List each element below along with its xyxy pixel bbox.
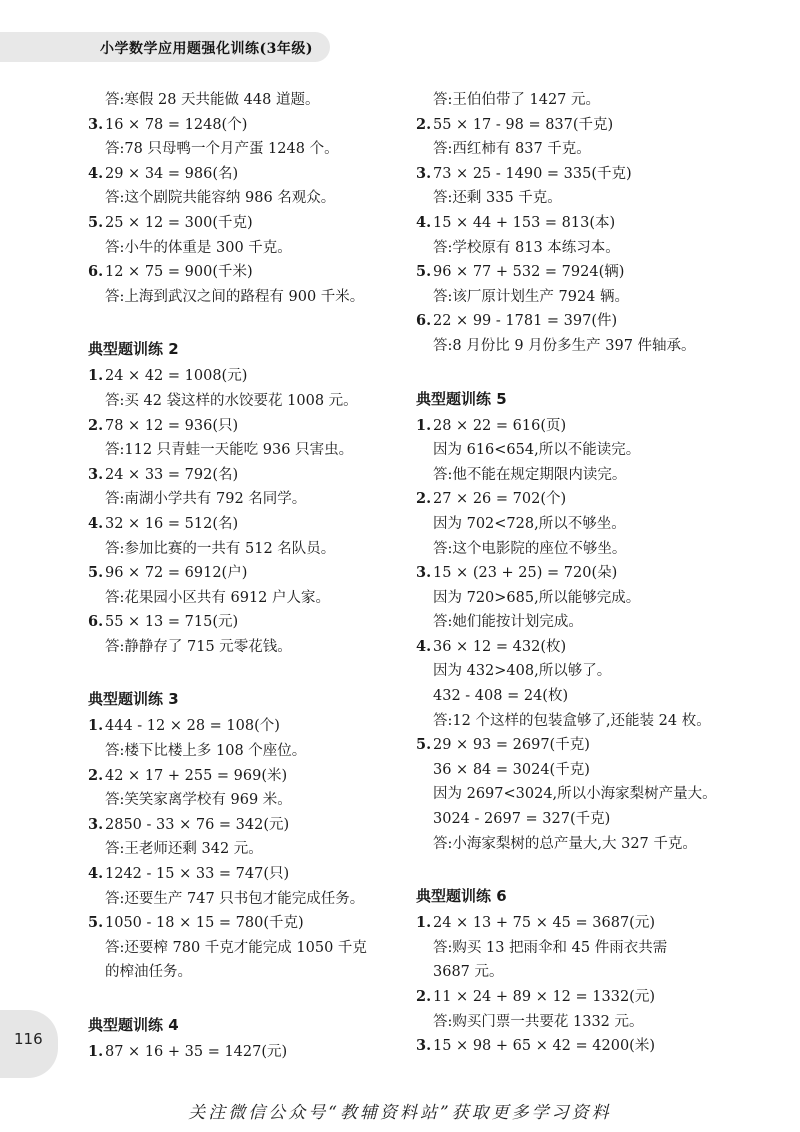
answer-line [88, 389, 408, 414]
line-text: 答:花果园小区共有 6912 户人家。 [105, 589, 331, 606]
problem-number: 1. [416, 416, 432, 434]
line-text: 73 × 25 - 1490 = 335(千克) [433, 165, 632, 182]
problem-equation [88, 463, 408, 488]
answer-line [416, 936, 736, 961]
problem-number: 6. [88, 613, 104, 631]
line-text: 87 × 16 + 35 = 1427(元) [105, 1044, 288, 1060]
section-heading: 典型题训练 3 [88, 690, 179, 709]
line-text: 24 × 33 = 792(名) [105, 466, 239, 483]
line-text: 16 × 78 = 1248(个) [105, 116, 248, 133]
problem-equation [416, 1034, 736, 1059]
line-text: 答:他不能在规定期限内读完。 [433, 466, 627, 483]
section-heading: 典型题训练 4 [88, 1016, 179, 1034]
problem-equation [416, 211, 736, 236]
problem-number: 2. [88, 766, 104, 784]
answer-line [416, 463, 736, 488]
answer-line [416, 960, 736, 985]
problem-equation [416, 487, 736, 512]
answer-line [416, 537, 736, 562]
problem-number: 3. [416, 1037, 432, 1055]
line-text: 42 × 17 + 255 = 969(米) [105, 767, 288, 784]
answer-line [88, 635, 408, 660]
line-text: 答:78 只母鸭一个月产蛋 1248 个。 [105, 141, 339, 158]
answer-line [88, 285, 408, 310]
answer-line [416, 586, 736, 611]
problem-number: 5. [416, 263, 432, 281]
line-text: 444 - 12 × 28 = 108(个) [105, 718, 280, 735]
line-text: 96 × 77 + 532 = 7924(辆) [433, 264, 625, 281]
line-text: 32 × 16 = 512(名) [105, 515, 239, 532]
problem-number: 2. [88, 416, 104, 434]
answer-line [88, 537, 408, 562]
line-text: 36 × 12 = 432(枚) [433, 638, 567, 655]
line-text: 因为 702<728,所以不够坐。 [433, 515, 626, 532]
problem-number: 3. [416, 164, 432, 182]
line-text: 答:学校原有 813 本练习本。 [433, 239, 620, 256]
answer-line [416, 807, 736, 832]
answer-line [88, 438, 408, 463]
line-text: 29 × 34 = 986(名) [105, 165, 239, 182]
problem-number: 4. [416, 213, 432, 231]
problem-number: 2. [416, 490, 432, 508]
answer-line [88, 186, 408, 211]
problem-equation [416, 162, 736, 187]
line-text: 答:上海到武汉之间的路程有 900 千米。 [105, 288, 365, 305]
problem-number: 4. [416, 637, 432, 655]
line-text: 2850 - 33 × 76 = 342(元) [105, 816, 290, 833]
problem-equation [416, 309, 736, 334]
answer-line [88, 88, 408, 113]
line-text: 因为 720>685,所以能够完成。 [433, 589, 641, 606]
answer-line [416, 512, 736, 537]
problem-number: 2. [416, 988, 432, 1005]
answer-line [416, 610, 736, 635]
line-text: 12 × 75 = 900(千米) [105, 264, 253, 281]
line-text: 36 × 84 = 3024(千克) [433, 761, 590, 778]
left-column [88, 88, 408, 1065]
answer-line [416, 709, 736, 734]
line-text: 55 × 17 - 98 = 837(千克) [433, 116, 614, 133]
problem-equation [416, 414, 736, 439]
problem-equation [416, 733, 736, 758]
line-text: 432 - 408 = 24(枚) [433, 688, 569, 705]
line-text: 答:楼下比楼上多 108 个座位。 [105, 743, 307, 760]
answer-line [416, 88, 736, 113]
problem-equation [88, 610, 408, 635]
line-text: 11 × 24 + 89 × 12 = 1332(元) [433, 989, 655, 1005]
line-text: 答:购买门票一共要花 1332 元。 [433, 1013, 644, 1030]
line-text: 因为 432>408,所以够了。 [433, 663, 612, 680]
problem-equation [416, 260, 736, 285]
problem-equation [88, 512, 408, 537]
line-text: 78 × 12 = 936(只) [105, 417, 239, 434]
answer-line [416, 684, 736, 709]
problem-equation [416, 635, 736, 660]
line-text: 答:笑笑家离学校有 969 米。 [105, 792, 292, 809]
line-text: 因为 616<654,所以不能读完。 [433, 442, 641, 459]
line-text: 答:王伯伯带了 1427 元。 [433, 92, 601, 108]
line-text: 答:小牛的体重是 300 千克。 [105, 239, 292, 256]
problem-number: 5. [88, 564, 104, 582]
line-text: 答:买 42 袋这样的水饺要花 1008 元。 [105, 392, 358, 409]
problem-equation [88, 813, 408, 838]
problem-number: 2. [416, 115, 432, 133]
answer-line [88, 487, 408, 512]
footer-note: 关注微信公众号“教辅资料站”获取更多学习资料 [188, 1103, 612, 1123]
problem-equation [416, 985, 736, 1010]
problem-number: 3. [88, 815, 104, 833]
problem-number: 1. [416, 914, 432, 932]
line-text: 答:参加比赛的一共有 512 名队员。 [105, 540, 336, 557]
section-heading: 典型题训练 6 [416, 887, 507, 906]
answer-line [88, 887, 408, 912]
problem-equation [88, 364, 408, 389]
problem-number: 4. [88, 164, 104, 182]
answer-line [88, 837, 408, 862]
line-text: 答:静静存了 715 元零花钱。 [105, 638, 292, 655]
problem-equation [88, 862, 408, 887]
line-text: 96 × 72 = 6912(户) [105, 565, 248, 582]
answer-line [88, 788, 408, 813]
section-heading: 典型题训练 2 [88, 340, 179, 359]
problem-equation [88, 714, 408, 739]
answer-line [416, 758, 736, 783]
answer-line [416, 137, 736, 162]
line-text: 答:还剩 335 千克。 [433, 190, 562, 207]
answer-line [416, 832, 736, 857]
line-text: 1242 - 15 × 33 = 747(只) [105, 866, 290, 883]
line-text: 24 × 13 + 75 × 45 = 3687(元) [433, 915, 655, 932]
line-text: 3687 元。 [433, 964, 504, 981]
problem-number: 6. [88, 263, 104, 281]
problem-number: 3. [88, 465, 104, 483]
line-text: 答:王老师还剩 342 元。 [105, 841, 263, 858]
line-text: 答:这个剧院共能容纳 986 名观众。 [105, 190, 336, 207]
answer-line [88, 236, 408, 261]
problem-number: 3. [416, 564, 432, 582]
line-text: 22 × 99 - 1781 = 397(件) [433, 313, 618, 330]
problem-equation [88, 162, 408, 187]
line-text: 29 × 93 = 2697(千克) [433, 737, 590, 754]
answer-line [88, 936, 408, 961]
answer-line [416, 285, 736, 310]
answer-line [416, 782, 736, 807]
answer-line [416, 236, 736, 261]
line-text: 55 × 13 = 715(元) [105, 614, 239, 631]
problem-equation [88, 1040, 408, 1065]
line-text: 答:该厂原计划生产 7924 辆。 [433, 288, 630, 305]
line-text: 答:12 个这样的包装盒够了,还能装 24 枚。 [433, 712, 711, 729]
answer-line [416, 1010, 736, 1035]
problem-equation [88, 211, 408, 236]
line-text: 答:8 月份比 9 月份多生产 397 件轴承。 [433, 337, 696, 354]
answer-line [88, 739, 408, 764]
line-text: 答:还要榨 780 千克才能完成 1050 千克 [105, 939, 367, 956]
problem-equation [88, 260, 408, 285]
problem-equation [88, 911, 408, 936]
problem-number: 3. [88, 115, 104, 133]
problem-equation [416, 561, 736, 586]
line-text: 答:南湖小学共有 792 名同学。 [105, 491, 307, 508]
problem-number: 4. [88, 865, 104, 883]
line-text: 3024 - 2697 = 327(千克) [433, 811, 611, 828]
problem-number: 1. [88, 367, 104, 385]
problem-number: 4. [88, 514, 104, 532]
line-text: 的榨油任务。 [105, 964, 192, 981]
problem-number: 5. [416, 736, 432, 754]
line-text: 答:寒假 28 天共能做 448 道题。 [105, 92, 320, 108]
page-number: 116 [14, 1030, 43, 1048]
line-text: 答:这个电影院的座位不够坐。 [433, 540, 627, 557]
line-text: 28 × 22 = 616(页) [433, 417, 567, 434]
line-text: 15 × (23 + 25) = 720(朵) [433, 565, 618, 582]
answer-line [88, 960, 408, 985]
line-text: 25 × 12 = 300(千克) [105, 214, 253, 231]
line-text: 24 × 42 = 1008(元) [105, 368, 248, 385]
problem-number: 1. [88, 1043, 104, 1060]
answer-line [416, 186, 736, 211]
answer-line [88, 137, 408, 162]
line-text: 答:小海家梨树的总产量大,大 327 千克。 [433, 835, 697, 852]
page-header-title: 小学数学应用题强化训练(3年级) [100, 41, 313, 57]
line-text: 答:112 只青蛙一天能吃 936 只害虫。 [105, 442, 354, 459]
line-text: 15 × 44 + 153 = 813(本) [433, 214, 616, 231]
right-column [416, 88, 736, 1059]
problem-number: 5. [88, 213, 104, 231]
problem-equation [88, 561, 408, 586]
problem-equation [416, 113, 736, 138]
answer-line [416, 438, 736, 463]
line-text: 答:购买 13 把雨伞和 45 件雨衣共需 [433, 939, 668, 956]
line-text: 答:她们能按计划完成。 [433, 614, 583, 631]
line-text: 15 × 98 + 65 × 42 = 4200(米) [433, 1038, 655, 1055]
problem-equation [88, 414, 408, 439]
problem-equation [88, 764, 408, 789]
problem-equation [88, 113, 408, 138]
line-text: 1050 - 18 × 15 = 780(千克) [105, 915, 304, 932]
problem-equation [416, 911, 736, 936]
problem-number: 6. [416, 312, 432, 330]
problem-number: 5. [88, 914, 104, 932]
line-text: 答:还要生产 747 只书包才能完成任务。 [105, 890, 365, 907]
answer-line [416, 334, 736, 359]
answer-line [88, 586, 408, 611]
answer-line [416, 659, 736, 684]
line-text: 27 × 26 = 702(个) [433, 491, 567, 508]
line-text: 答:西红柿有 837 千克。 [433, 141, 591, 158]
line-text: 因为 2697<3024,所以小海家梨树产量大。 [433, 786, 717, 803]
section-heading: 典型题训练 5 [416, 389, 507, 408]
problem-number: 1. [88, 717, 104, 735]
